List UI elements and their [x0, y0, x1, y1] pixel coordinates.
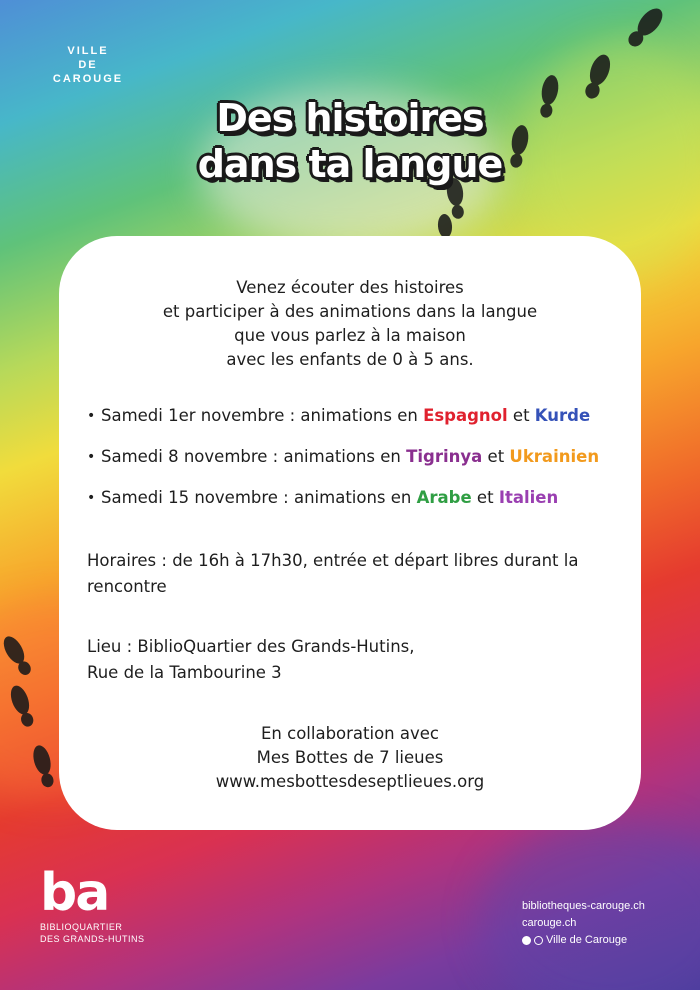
instagram-icon[interactable]: [534, 936, 543, 945]
event-separator: et: [482, 447, 510, 466]
event-date: Samedi 1er novembre : animations en: [101, 406, 424, 425]
page-title-line-2: dans ta langue: [197, 142, 503, 186]
intro-line: Venez écouter des histoires: [236, 278, 464, 297]
page-title-line-1: Des histoires: [216, 96, 484, 140]
collab-line: En collaboration avec: [261, 724, 439, 743]
language-label: Espagnol: [423, 406, 508, 425]
language-label: Ukrainien: [509, 447, 600, 466]
language-label: Arabe: [416, 488, 472, 507]
language-label: Kurde: [534, 406, 591, 425]
event-separator: et: [471, 488, 499, 507]
footprint-icon: [7, 683, 32, 717]
social-label[interactable]: Ville de Carouge: [546, 934, 628, 946]
venue-address: [87, 634, 617, 686]
intro-text: [59, 276, 641, 372]
library-website-link[interactable]: bibliotheques-carouge.ch: [522, 900, 645, 912]
ba-name-line: BIBLIOQUARTIER: [40, 922, 123, 932]
logo-line: DE: [78, 59, 98, 71]
intro-line: et participer à des animations dans la langue: [162, 302, 538, 321]
venue-line: Rue de la Tambourine 3: [87, 663, 282, 682]
intro-line: que vous parlez à la maison: [234, 326, 466, 345]
event-item: [87, 445, 599, 486]
language-label: Italien: [498, 488, 559, 507]
biblioquartier-logo: [40, 863, 145, 944]
footer-links: [522, 898, 645, 949]
footprint-icon: [437, 213, 453, 238]
event-item: [87, 486, 599, 527]
event-date: Samedi 15 novembre : animations en: [101, 488, 417, 507]
event-separator: et: [507, 406, 535, 425]
social-icons: [522, 936, 543, 945]
footprint-icon: [586, 52, 614, 88]
event-item: [87, 404, 599, 445]
facebook-icon[interactable]: [522, 936, 531, 945]
info-card: [59, 236, 641, 830]
opening-hours: Horaires : de 16h à 17h30, entrée et départ libres durant la rencontre: [87, 551, 579, 596]
event-date: Samedi 8 novembre : animations en: [101, 447, 407, 466]
logo-line: VILLE: [67, 45, 109, 57]
logo-line: CAROUGE: [52, 73, 124, 85]
collab-line: Mes Bottes de 7 lieues: [256, 748, 444, 767]
social-row: [522, 932, 645, 949]
collaboration-credit: [59, 722, 641, 794]
intro-line: avec les enfants de 0 à 5 ans.: [226, 350, 474, 369]
ba-mark: ba: [40, 863, 109, 923]
footprint-icon: [30, 743, 53, 776]
ba-name-line: DES GRANDS-HUTINS: [40, 934, 145, 944]
events-list: [87, 404, 599, 527]
collab-website-link[interactable]: www.mesbottesdeseptlieues.org: [215, 772, 485, 791]
language-label: Tigrinya: [406, 447, 483, 466]
city-website-link[interactable]: carouge.ch: [522, 917, 577, 929]
ville-de-carouge-logo: [40, 44, 136, 86]
venue-line: Lieu : BiblioQuartier des Grands-Hutins,: [87, 637, 415, 656]
